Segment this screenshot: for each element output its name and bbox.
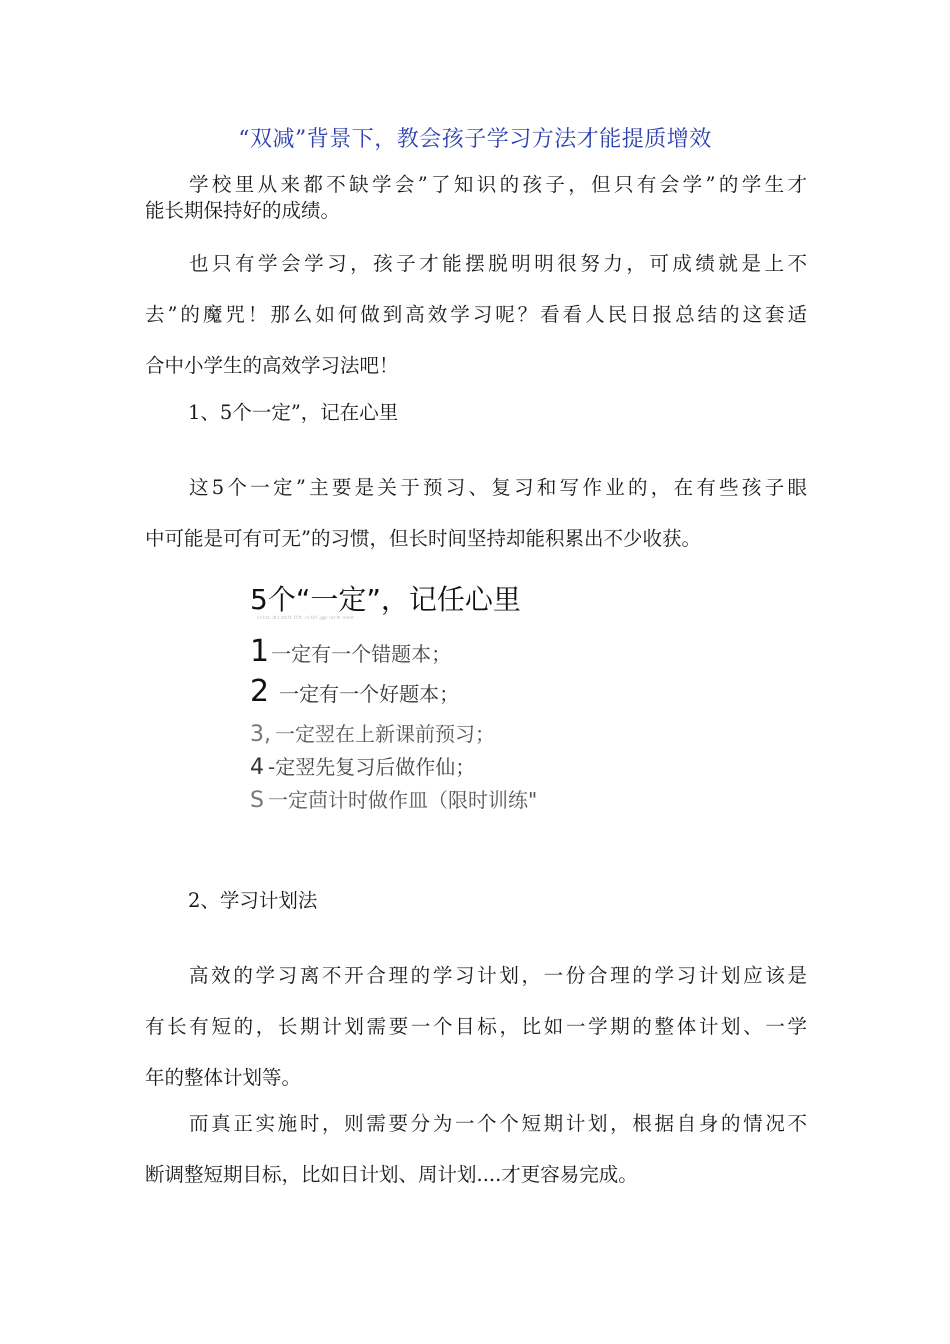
section-2-p1-line-1: 高效的学习离不开合理的学习计划，一份合理的学习计划应该是 [189,964,807,987]
figure-item-4-number: 4 [250,755,264,780]
figure-item-1 [250,634,451,669]
section-2-paragraph-1 [145,950,807,1103]
section-1-line-2: 中可能是可有可无”的习惯，但长时间坚持却能积累出不少收获。 [145,527,701,550]
figure-item-3 [250,718,495,747]
embedded-figure [245,572,665,822]
intro-line-1: 学校里从来都不缺学会”了知识的孩子，但只有会学”的学生才 [189,173,807,196]
figure-caption: s.t.t.tc. dt.t.irct.ft. f.f.ft. .rn.f.f.f. ,ggr. ncr tt. nrnrrr [257,615,354,620]
paragraph-2-line-2: 去”的魔咒！那么如何做到高效学习呢？看看人民日报总结的这套适 [145,303,807,326]
figure-item-5-text: 一定茴计时做作皿（限时训练" [267,788,538,812]
figure-item-2-number: 2 [250,674,270,709]
document-title: “双减”背景下，教会孩子学习方法才能提质增效 [238,127,712,152]
section-2-p2-line-1: 而真正实施时，则需要分为一个个短期计划，根据自身的情况不 [189,1112,807,1135]
figure-item-5 [250,784,537,813]
section-1-heading: 1、5个一定”，记在心里 [188,401,399,424]
figure-item-4-text: -定翌先复习后做作仙； [268,755,476,779]
figure-item-2 [250,674,459,709]
figure-item-4 [250,751,475,780]
section-2-p1-line-3: 年的整体计划等。 [145,1066,302,1089]
section-1-paragraph [145,462,807,564]
section-2-p2-line-2: 断调整短期目标，比如日计划、周计划....才更容易完成。 [145,1163,638,1186]
figure-item-3-number: 3, [250,722,271,747]
paragraph-2 [145,238,807,391]
section-1-line-1: 这5个一定”主要是关于预习、复习和写作业的，在有些孩子眼 [189,476,807,499]
intro-line-2: 能长期保持好的成绩。 [145,199,341,222]
figure-item-5-number: S [250,788,264,813]
figure-item-1-text: 一定有一个错题本； [271,642,452,666]
section-2-p1-line-2: 有长有短的，长期计划需要一个目标，比如一学期的整体计划、一学 [145,1015,807,1038]
intro-paragraph [145,172,807,224]
figure-item-3-text: 一定翌在上新课前预习； [275,722,495,746]
section-2-heading: 2、学习计划法 [188,889,318,912]
figure-title: 5个“一定”，记任心里 [250,583,521,616]
paragraph-2-line-3: 合中小学生的高效学习法吧！ [145,354,399,377]
paragraph-2-line-1: 也只有学会学习，孩子才能摆脱明明很努力，可成绩就是上不 [189,252,807,275]
section-2-paragraph-2 [145,1098,807,1200]
figure-item-1-number: 1 [250,634,270,669]
figure-item-2-text: 一定有一个好题本； [279,682,460,706]
